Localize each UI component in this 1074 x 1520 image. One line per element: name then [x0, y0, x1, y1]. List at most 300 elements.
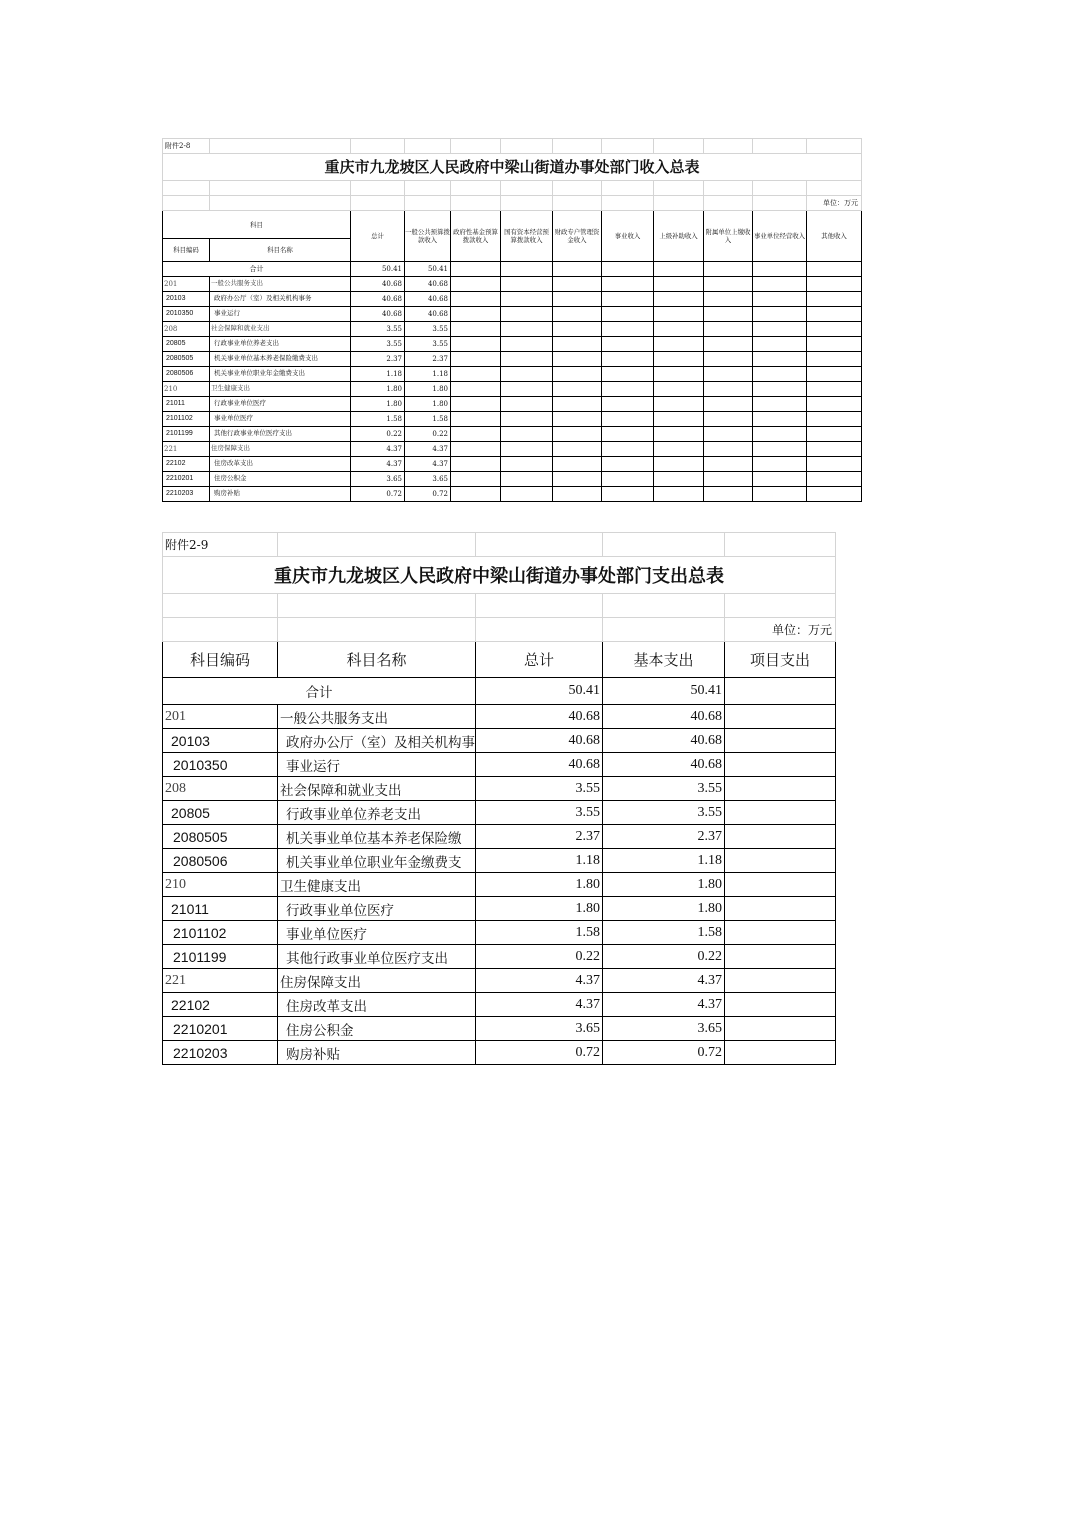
subject-name: 行政事业单位医疗 [278, 897, 476, 921]
project-value [725, 849, 836, 873]
empty-cell [753, 337, 807, 352]
table-row [163, 427, 862, 442]
total-value: 40.68 [351, 292, 405, 307]
empty-cell [654, 292, 704, 307]
subject-code: 2101102 [163, 921, 278, 945]
subject-name: 其他行政事业单位医疗支出 [210, 427, 351, 442]
empty-cell [602, 292, 654, 307]
table-row [163, 367, 862, 382]
general-budget-value: 40.68 [405, 307, 451, 322]
column-header: 政府性基金预算拨款收入 [451, 211, 501, 262]
table-row [163, 487, 862, 502]
empty-cell [704, 322, 753, 337]
empty-cell [553, 397, 602, 412]
subject-name: 购房补贴 [210, 487, 351, 502]
empty-cell [451, 307, 501, 322]
subject-name: 社会保障和就业支出 [278, 777, 476, 801]
empty-cell [704, 487, 753, 502]
total-value: 1.80 [476, 873, 603, 897]
subject-name: 住房保障支出 [210, 442, 351, 457]
empty-cell [704, 292, 753, 307]
project-value [725, 945, 836, 969]
empty-cell [807, 352, 862, 367]
name-header: 科目名称 [278, 642, 476, 678]
project-value [725, 825, 836, 849]
empty-cell [753, 307, 807, 322]
subject-name: 住房公积金 [210, 472, 351, 487]
subject-code: 22102 [163, 993, 278, 1017]
project-value [725, 777, 836, 801]
subject-name: 机关事业单位基本养老保险缴费支出 [210, 352, 351, 367]
empty-cell [451, 352, 501, 367]
empty-cell [451, 337, 501, 352]
subject-code: 20103 [163, 729, 278, 753]
total-value: 3.55 [476, 801, 603, 825]
basic-value: 0.22 [603, 945, 725, 969]
project-header: 项目支出 [725, 642, 836, 678]
empty-cell [602, 412, 654, 427]
subject-code: 22102 [163, 457, 210, 472]
total-value: 3.55 [476, 777, 603, 801]
empty-cell [501, 352, 553, 367]
subject-name: 机关事业单位职业年金缴费支 [278, 849, 476, 873]
total-value: 1.58 [476, 921, 603, 945]
empty-cell [704, 412, 753, 427]
subject-code: 20805 [163, 801, 278, 825]
empty-cell [807, 322, 862, 337]
subject-code: 221 [163, 969, 278, 993]
basic-value: 40.68 [603, 705, 725, 729]
project-value [725, 1041, 836, 1065]
general-budget-value: 1.80 [405, 382, 451, 397]
subject-code: 201 [163, 277, 210, 292]
table-row [163, 1041, 836, 1065]
general-budget-value: 1.58 [405, 412, 451, 427]
empty-cell [654, 442, 704, 457]
empty-cell [602, 352, 654, 367]
table-row [163, 322, 862, 337]
general-budget-value: 3.55 [405, 337, 451, 352]
subject-name: 行政事业单位养老支出 [210, 337, 351, 352]
subject-name: 住房公积金 [278, 1017, 476, 1041]
empty-cell [501, 307, 553, 322]
subject-name: 住房改革支出 [210, 457, 351, 472]
general-budget-value: 40.68 [405, 292, 451, 307]
empty-cell [704, 277, 753, 292]
empty-cell [553, 367, 602, 382]
empty-cell [602, 442, 654, 457]
general-budget-value: 3.65 [405, 472, 451, 487]
empty-cell [602, 322, 654, 337]
project-value [725, 993, 836, 1017]
empty-cell [501, 292, 553, 307]
empty-cell [451, 427, 501, 442]
total-value: 50.41 [405, 262, 451, 277]
table-row [163, 382, 862, 397]
subject-name: 住房保障支出 [278, 969, 476, 993]
empty-cell [501, 397, 553, 412]
empty-cell [451, 277, 501, 292]
subject-code: 21011 [163, 897, 278, 921]
general-budget-value: 2.37 [405, 352, 451, 367]
general-budget-value: 4.37 [405, 442, 451, 457]
basic-value: 4.37 [603, 969, 725, 993]
project-value [725, 969, 836, 993]
subject-code: 2101102 [163, 412, 210, 427]
project-value [725, 873, 836, 897]
total-label: 合计 [163, 262, 351, 277]
empty-cell [451, 397, 501, 412]
empty-cell [451, 322, 501, 337]
subject-code: 210 [163, 873, 278, 897]
total-value: 40.68 [351, 277, 405, 292]
empty-cell [451, 412, 501, 427]
empty-cell [807, 472, 862, 487]
subject-name: 卫生健康支出 [210, 382, 351, 397]
empty-cell [704, 442, 753, 457]
empty-cell [654, 367, 704, 382]
table-row [163, 801, 836, 825]
empty-cell [451, 382, 501, 397]
basic-value: 3.55 [603, 801, 725, 825]
column-header: 事业单位经营收入 [753, 211, 807, 262]
empty-cell [753, 442, 807, 457]
column-header: 财政专户管理资金收入 [553, 211, 602, 262]
unit-label: 单位：万元 [725, 618, 836, 642]
empty-cell [654, 457, 704, 472]
subject-name: 事业运行 [210, 307, 351, 322]
basic-value: 1.18 [603, 849, 725, 873]
empty-cell [654, 487, 704, 502]
empty-cell [501, 457, 553, 472]
expense-summary-table [162, 532, 836, 1065]
total-value: 50.41 [351, 262, 405, 277]
empty-cell [753, 367, 807, 382]
empty-cell [807, 397, 862, 412]
total-value: 0.22 [351, 427, 405, 442]
table-row [163, 277, 862, 292]
income-table-title: 重庆市九龙坡区人民政府中梁山街道办事处部门收入总表 [163, 154, 862, 181]
empty-cell [602, 382, 654, 397]
table-row [163, 412, 862, 427]
project-value [725, 897, 836, 921]
empty-cell [654, 397, 704, 412]
empty-cell [807, 337, 862, 352]
empty-cell [704, 472, 753, 487]
name-header: 科目名称 [210, 239, 351, 262]
empty-cell [654, 412, 704, 427]
empty-cell [553, 292, 602, 307]
subject-name: 行政事业单位医疗 [210, 397, 351, 412]
empty-cell [602, 457, 654, 472]
project-value [725, 921, 836, 945]
empty-cell [807, 307, 862, 322]
empty-cell [753, 277, 807, 292]
empty-cell [654, 337, 704, 352]
subject-code: 2210203 [163, 487, 210, 502]
basic-value: 1.80 [603, 897, 725, 921]
empty-cell [553, 442, 602, 457]
total-value: 40.68 [476, 705, 603, 729]
empty-cell [553, 322, 602, 337]
total-value: 1.80 [351, 397, 405, 412]
empty-cell [501, 277, 553, 292]
subject-code: 2080505 [163, 825, 278, 849]
subject-code: 2210203 [163, 1041, 278, 1065]
subject-code: 208 [163, 777, 278, 801]
table-row [163, 472, 862, 487]
total-value: 3.65 [351, 472, 405, 487]
expense-table-title: 重庆市九龙坡区人民政府中梁山街道办事处部门支出总表 [163, 557, 836, 594]
subject-code: 2080506 [163, 849, 278, 873]
empty-cell [553, 277, 602, 292]
total-value: 1.58 [351, 412, 405, 427]
attachment-label: 附件2-9 [163, 533, 278, 557]
empty-cell [602, 487, 654, 502]
subject-code: 208 [163, 322, 210, 337]
empty-cell [553, 352, 602, 367]
empty-cell [654, 307, 704, 322]
total-value: 3.55 [351, 322, 405, 337]
empty-cell [753, 352, 807, 367]
code-header: 科目编码 [163, 239, 210, 262]
subject-header: 科目 [163, 211, 351, 239]
subject-code: 2101199 [163, 427, 210, 442]
total-value: 3.55 [351, 337, 405, 352]
empty-cell [501, 337, 553, 352]
empty-cell [654, 352, 704, 367]
empty-cell [501, 367, 553, 382]
empty-cell [654, 472, 704, 487]
subject-name: 购房补贴 [278, 1041, 476, 1065]
empty-cell [753, 487, 807, 502]
table-row [163, 825, 836, 849]
empty-cell [807, 412, 862, 427]
column-header: 上级补助收入 [654, 211, 704, 262]
empty-cell [501, 487, 553, 502]
basic-total-value: 50.41 [603, 678, 725, 705]
table-row [163, 705, 836, 729]
empty-cell [807, 277, 862, 292]
empty-cell [654, 427, 704, 442]
subject-name: 一般公共服务支出 [278, 705, 476, 729]
table-row [163, 397, 862, 412]
table-row [163, 921, 836, 945]
empty-cell [553, 412, 602, 427]
subject-code: 2010350 [163, 753, 278, 777]
project-value [725, 1017, 836, 1041]
total-value: 4.37 [351, 457, 405, 472]
general-budget-value: 1.18 [405, 367, 451, 382]
empty-cell [704, 427, 753, 442]
empty-cell [602, 307, 654, 322]
subject-name: 社会保障和就业支出 [210, 322, 351, 337]
table-row [163, 849, 836, 873]
total-value: 4.37 [351, 442, 405, 457]
total-value: 4.37 [476, 993, 603, 1017]
empty-cell [553, 307, 602, 322]
general-budget-value: 3.55 [405, 322, 451, 337]
empty-cell [807, 487, 862, 502]
total-value: 1.18 [351, 367, 405, 382]
general-budget-value: 4.37 [405, 457, 451, 472]
empty-cell [451, 472, 501, 487]
column-header: 一般公共预算拨款收入 [405, 211, 451, 262]
empty-cell [553, 457, 602, 472]
table-row [163, 873, 836, 897]
total-value: 1.80 [476, 897, 603, 921]
total-label: 合计 [163, 678, 476, 705]
total-value: 0.72 [476, 1041, 603, 1065]
empty-cell [602, 277, 654, 292]
basic-value: 2.37 [603, 825, 725, 849]
empty-cell [451, 292, 501, 307]
empty-cell [602, 472, 654, 487]
empty-cell [501, 472, 553, 487]
subject-code: 201 [163, 705, 278, 729]
income-summary-table [162, 138, 862, 502]
empty-cell [807, 427, 862, 442]
basic-value: 1.58 [603, 921, 725, 945]
total-value: 40.68 [476, 753, 603, 777]
empty-cell [451, 442, 501, 457]
table-row [163, 753, 836, 777]
table-row [163, 729, 836, 753]
empty-cell [753, 397, 807, 412]
total-value: 2.37 [476, 825, 603, 849]
subject-name: 其他行政事业单位医疗支出 [278, 945, 476, 969]
general-budget-value: 1.80 [405, 397, 451, 412]
subject-code: 2080505 [163, 352, 210, 367]
total-value: 50.41 [476, 678, 603, 705]
empty-cell [451, 457, 501, 472]
table-row [163, 1017, 836, 1041]
table-row [163, 442, 862, 457]
total-value: 1.18 [476, 849, 603, 873]
empty-cell [451, 367, 501, 382]
table-row [163, 945, 836, 969]
table-row [163, 969, 836, 993]
attachment-label: 附件2-8 [163, 139, 210, 154]
subject-code: 2010350 [163, 307, 210, 322]
subject-name: 住房改革支出 [278, 993, 476, 1017]
basic-value: 4.37 [603, 993, 725, 1017]
table-row [163, 993, 836, 1017]
subject-name: 事业单位医疗 [278, 921, 476, 945]
column-header: 事业收入 [602, 211, 654, 262]
basic-value: 40.68 [603, 753, 725, 777]
empty-cell [753, 412, 807, 427]
empty-cell [501, 382, 553, 397]
general-budget-value: 40.68 [405, 277, 451, 292]
project-value [725, 801, 836, 825]
empty-cell [704, 457, 753, 472]
total-value: 3.65 [476, 1017, 603, 1041]
table-row [163, 777, 836, 801]
empty-cell [553, 337, 602, 352]
subject-name: 机关事业单位基本养老保险缴 [278, 825, 476, 849]
subject-name: 机关事业单位职业年金缴费支出 [210, 367, 351, 382]
total-value: 0.22 [476, 945, 603, 969]
empty-cell [501, 427, 553, 442]
empty-cell [807, 382, 862, 397]
empty-cell [654, 382, 704, 397]
empty-cell [602, 337, 654, 352]
empty-cell [501, 442, 553, 457]
empty-cell [704, 382, 753, 397]
empty-cell [753, 427, 807, 442]
subject-code: 221 [163, 442, 210, 457]
project-value [725, 753, 836, 777]
empty-cell [654, 322, 704, 337]
subject-code: 21011 [163, 397, 210, 412]
empty-cell [704, 352, 753, 367]
empty-cell [501, 412, 553, 427]
empty-cell [807, 457, 862, 472]
empty-cell [704, 337, 753, 352]
code-header: 科目编码 [163, 642, 278, 678]
total-value: 0.72 [351, 487, 405, 502]
basic-value: 3.55 [603, 777, 725, 801]
subject-code: 2210201 [163, 1017, 278, 1041]
table-row [163, 292, 862, 307]
basic-header: 基本支出 [603, 642, 725, 678]
subject-name: 政府办公厅（室）及相关机构事务 [210, 292, 351, 307]
table-row [163, 337, 862, 352]
unit-label: 单位：万元 [807, 196, 862, 211]
empty-cell [451, 487, 501, 502]
project-value [725, 729, 836, 753]
subject-code: 2101199 [163, 945, 278, 969]
basic-value: 0.72 [603, 1041, 725, 1065]
empty-cell [704, 397, 753, 412]
subject-name: 事业运行 [278, 753, 476, 777]
general-budget-value: 0.72 [405, 487, 451, 502]
basic-value: 1.80 [603, 873, 725, 897]
total-value: 4.37 [476, 969, 603, 993]
empty-cell [704, 307, 753, 322]
basic-value: 40.68 [603, 729, 725, 753]
empty-cell [753, 292, 807, 307]
basic-value: 3.65 [603, 1017, 725, 1041]
subject-code: 210 [163, 382, 210, 397]
subject-name: 事业单位医疗 [210, 412, 351, 427]
empty-cell [807, 292, 862, 307]
general-budget-value: 0.22 [405, 427, 451, 442]
total-value: 40.68 [351, 307, 405, 322]
empty-cell [553, 382, 602, 397]
empty-cell [553, 427, 602, 442]
empty-cell [553, 487, 602, 502]
subject-name: 一般公共服务支出 [210, 277, 351, 292]
total-header: 总计 [476, 642, 603, 678]
column-header: 其他收入 [807, 211, 862, 262]
table-row [163, 457, 862, 472]
subject-name: 政府办公厅（室）及相关机构事 [278, 729, 476, 753]
subject-code: 2080506 [163, 367, 210, 382]
empty-cell [602, 427, 654, 442]
subject-name: 卫生健康支出 [278, 873, 476, 897]
subject-code: 2210201 [163, 472, 210, 487]
empty-cell [753, 322, 807, 337]
empty-cell [553, 472, 602, 487]
column-header: 附属单位上缴收入 [704, 211, 753, 262]
empty-cell [753, 472, 807, 487]
project-value [725, 705, 836, 729]
column-header: 国有资本经营预算拨款收入 [501, 211, 553, 262]
empty-cell [753, 382, 807, 397]
empty-cell [807, 442, 862, 457]
